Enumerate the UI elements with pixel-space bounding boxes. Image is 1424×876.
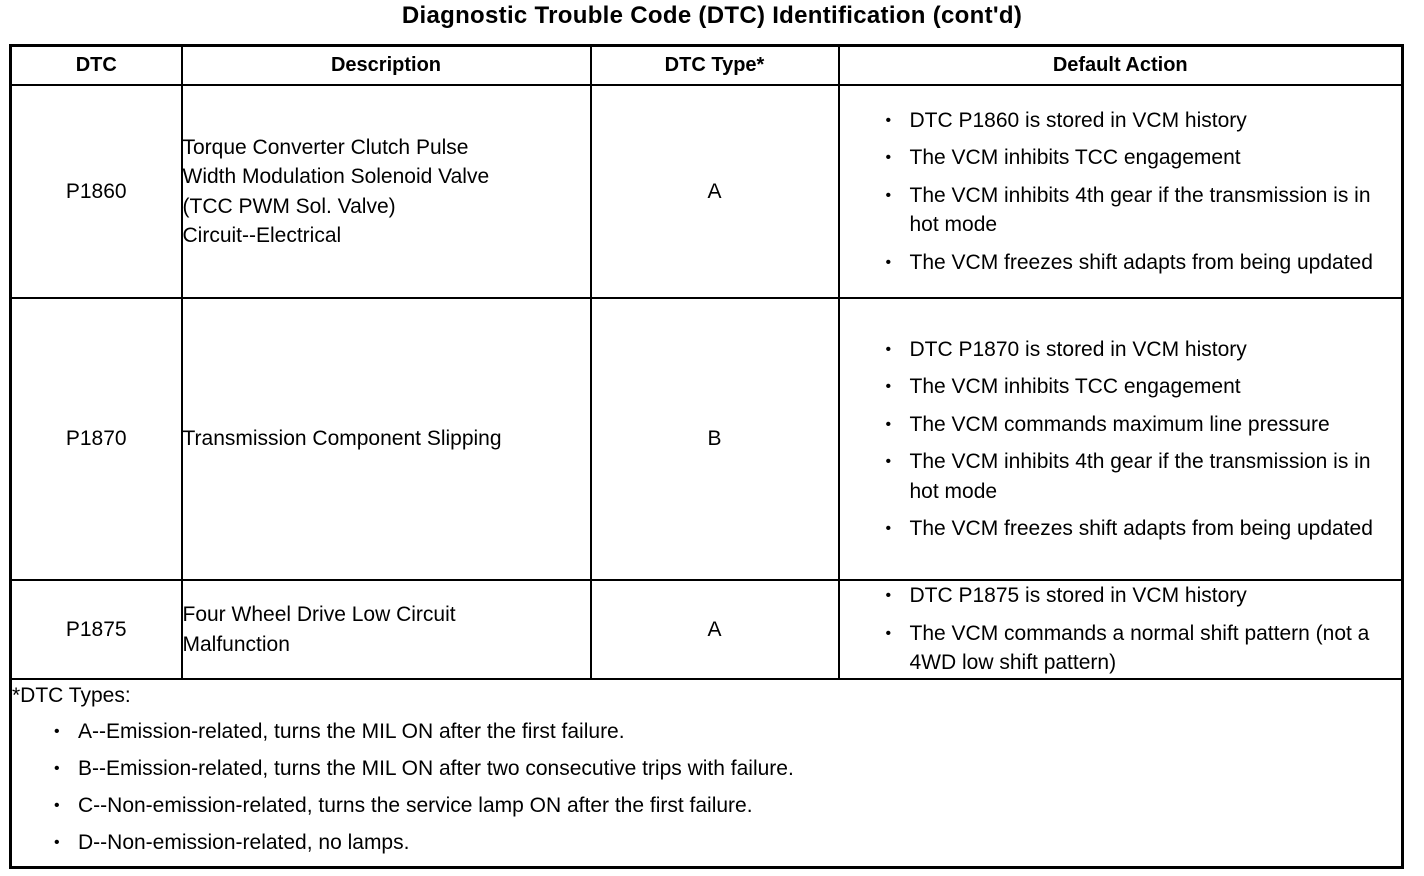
dtc-description: [182, 298, 591, 580]
default-action-cell: [839, 85, 1403, 298]
description-line: Torque Converter Clutch Pulse: [182, 135, 469, 159]
dtc-type: B: [591, 298, 839, 580]
dtc-type-item: • D--Non-emission-related, no lamps.: [78, 828, 1401, 858]
default-action-item: • DTC P1860 is stored in VCM history: [910, 106, 1402, 136]
description-line: Four Wheel Drive Low Circuit: [182, 603, 456, 626]
dtc-type-item: • A--Emission-related, turns the MIL ON after the first failure.: [78, 717, 1401, 747]
dtc-code: P1860: [11, 85, 182, 298]
description-line: Circuit--Electrical: [182, 224, 342, 247]
default-action-list: [840, 106, 1402, 278]
description-line: (TCC PWM Sol. Valve): [182, 194, 396, 218]
dtc-code: P1875: [11, 580, 182, 679]
dtc-type-list: [12, 717, 1401, 858]
table-row: [11, 298, 1403, 580]
default-action-list: [840, 335, 1402, 544]
page-title: Diagnostic Trouble Code (DTC) Identification (cont'd): [401, 2, 1023, 29]
dtc-table: [9, 44, 1404, 869]
dtc-description: [182, 580, 591, 679]
footnote-heading: *DTC Types:: [12, 684, 131, 707]
header-default-action: Default Action: [839, 46, 1403, 86]
default-action-item: • The VCM freezes shift adapts from being updated: [910, 248, 1402, 278]
default-action-cell: [839, 298, 1403, 580]
dtc-type: A: [591, 580, 839, 679]
dtc-type-item: • C--Non-emission-related, turns the service lamp ON after the first failure.: [78, 791, 1401, 821]
default-action-item: • DTC P1870 is stored in VCM history: [910, 335, 1402, 365]
default-action-item: • DTC P1875 is stored in VCM history: [910, 581, 1402, 611]
dtc-type-item: • B--Emission-related, turns the MIL ON after two consecutive trips with failure.: [78, 754, 1401, 784]
default-action-item: • The VCM inhibits 4th gear if the transmission is in hot mode: [910, 181, 1402, 240]
header-dtc-type: DTC Type*: [591, 46, 839, 86]
default-action-item: • The VCM inhibits TCC engagement: [910, 372, 1402, 402]
header-dtc: DTC: [11, 46, 182, 86]
dtc-code: P1870: [11, 298, 182, 580]
default-action-item: • The VCM commands maximum line pressure: [910, 410, 1402, 440]
dtc-types-footnote: [11, 679, 1403, 868]
description-line: Width Modulation Solenoid Valve: [182, 165, 490, 188]
footnote-row: [11, 679, 1403, 868]
description-line: Malfunction: [182, 632, 290, 656]
default-action-item: • The VCM commands a normal shift pattern (not a 4WD low shift pattern): [910, 619, 1402, 678]
dtc-description: [182, 85, 591, 298]
default-action-list: [840, 581, 1402, 678]
table-row: [11, 580, 1403, 679]
default-action-cell: [839, 580, 1403, 679]
table-row: [11, 85, 1403, 298]
default-action-item: • The VCM freezes shift adapts from being updated: [910, 514, 1402, 544]
default-action-item: • The VCM inhibits 4th gear if the transmission is in hot mode: [910, 447, 1402, 506]
table-header-row: [11, 46, 1403, 86]
header-description: Description: [182, 46, 591, 86]
default-action-item: • The VCM inhibits TCC engagement: [910, 143, 1402, 173]
dtc-type: A: [591, 85, 839, 298]
description-line: Transmission Component Slipping: [182, 427, 502, 451]
